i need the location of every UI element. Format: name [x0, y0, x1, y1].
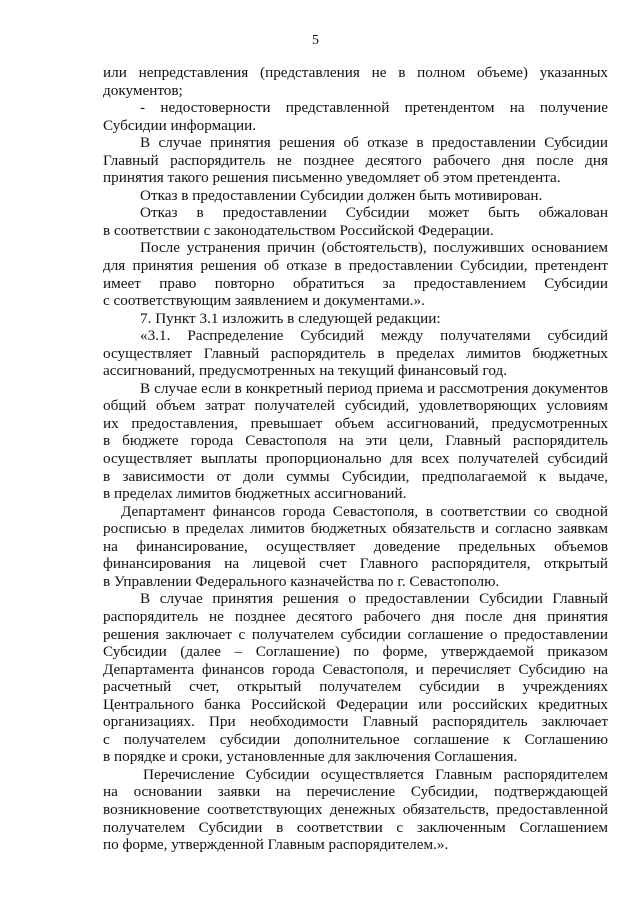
text-line: В случае принятия решения о предоставлении Субсидии Главный — [140, 590, 608, 608]
text-line: имеет право повторно обратиться за предоставлением Субсидии — [103, 274, 608, 292]
text-line: в зависимости от доли суммы Субсидии, предполагаемой к выдаче, — [103, 467, 608, 485]
text-line: 7. Пункт 3.1 изложить в следующей редакции: — [140, 309, 441, 327]
text-line: на основании заявки на перечисление Субсидии, подтверждающей — [103, 783, 608, 801]
text-line: Центрального банка Российской Федерации или российских кредитных — [103, 695, 608, 713]
text-line: - недостоверности представленной претендентом на получение — [140, 99, 608, 117]
text-line: В случае принятия решения об отказе в предоставлении Субсидии — [140, 134, 608, 152]
text-line: документов; — [103, 81, 183, 99]
text-line: на финансирование, осуществляет доведение предельных объемов — [103, 537, 608, 555]
text-line: организациях. При необходимости Главный распорядитель заключает — [103, 713, 608, 731]
text-line: После устранения причин (обстоятельств), послуживших основанием — [140, 239, 608, 257]
text-line: в бюджете города Севастополя на эти цели, Главный распорядитель — [103, 432, 608, 450]
text-line: Перечисление Субсидии осуществляется Главным распорядителем — [143, 765, 608, 783]
text-line: «3.1. Распределение Субсидий между получателями субсидий — [140, 327, 608, 345]
text-line: распорядитель не позднее десятого рабочего дня после дня принятия — [103, 607, 608, 625]
page-number: 5 — [312, 33, 319, 48]
text-line: В случае если в конкретный период приема и рассмотрения документов — [140, 379, 608, 397]
text-line: общий объем затрат получателей субсидий, удовлетворяющих условиям — [103, 397, 608, 415]
text-line: Субсидии информации. — [103, 116, 257, 134]
text-line: по форме, утвержденной Главным распорядителем.». — [103, 836, 449, 854]
text-line: в пределах лимитов бюджетных ассигнований. — [103, 485, 407, 503]
text-line: осуществляет Главный распорядитель в пределах лимитов бюджетных — [103, 344, 608, 362]
text-line: их предоставления, превышает объем ассигнований, предусмотренных — [103, 414, 608, 432]
text-line: получателем Субсидии в соответствии с заключенным Соглашением — [103, 818, 608, 836]
text-line: с соответствующим заявлением и документами.». — [103, 292, 425, 310]
text-line: осуществляет выплаты пропорционально для всех получателей субсидий — [103, 450, 608, 468]
text-line: Департамент финансов города Севастополя, в соответствии со сводной — [121, 502, 608, 520]
text-line: или непредставления (представления не в полном объеме) указанных — [103, 64, 608, 81]
text-line: ассигнований, предусмотренных на текущий финансовый год. — [103, 362, 508, 380]
text-line: Отказ в предоставлении Субсидии должен быть мотивирован. — [140, 186, 543, 204]
text-line: в соответствии с законодательством Российской Федерации. — [103, 221, 494, 239]
text-line: возникновение соответствующих денежных обязательств, предоставленной — [103, 800, 608, 818]
text-line: с получателем субсидии дополнительное соглашение к Соглашению — [103, 730, 608, 748]
text-line: принятия такого решения письменно уведомляет об этом претендента. — [103, 169, 561, 187]
text-line: Субсидии (далее – Соглашение) по форме, утверждаемой приказом — [103, 643, 608, 661]
text-line: в Управлении Федерального казначейства по г. Севастополю. — [103, 572, 500, 590]
text-line: для принятия решения об отказе в предоставлении Субсидии, претендент — [103, 257, 608, 275]
text-line: финансирования на лицевой счет Главного распорядителя, открытый — [103, 555, 608, 573]
text-line: Отказ в предоставлении Субсидии может быть обжалован — [140, 204, 608, 222]
text-line: Главный распорядитель не позднее десятого рабочего дня после дня — [103, 151, 608, 169]
text-line: расчетный счет, открытый получателем субсидии в учреждениях — [103, 678, 608, 696]
text-line: решения заключает с получателем субсидии соглашение о предоставлении — [103, 625, 608, 643]
text-line: росписью в пределах лимитов бюджетных обязательств и согласно заявкам — [103, 520, 608, 538]
document-body — [103, 64, 608, 854]
text-line: в порядке и сроки, установленные для заключения Соглашения. — [103, 748, 518, 766]
text-line: Департамента финансов города Севастополя, и перечисляет Субсидию на — [103, 660, 608, 678]
